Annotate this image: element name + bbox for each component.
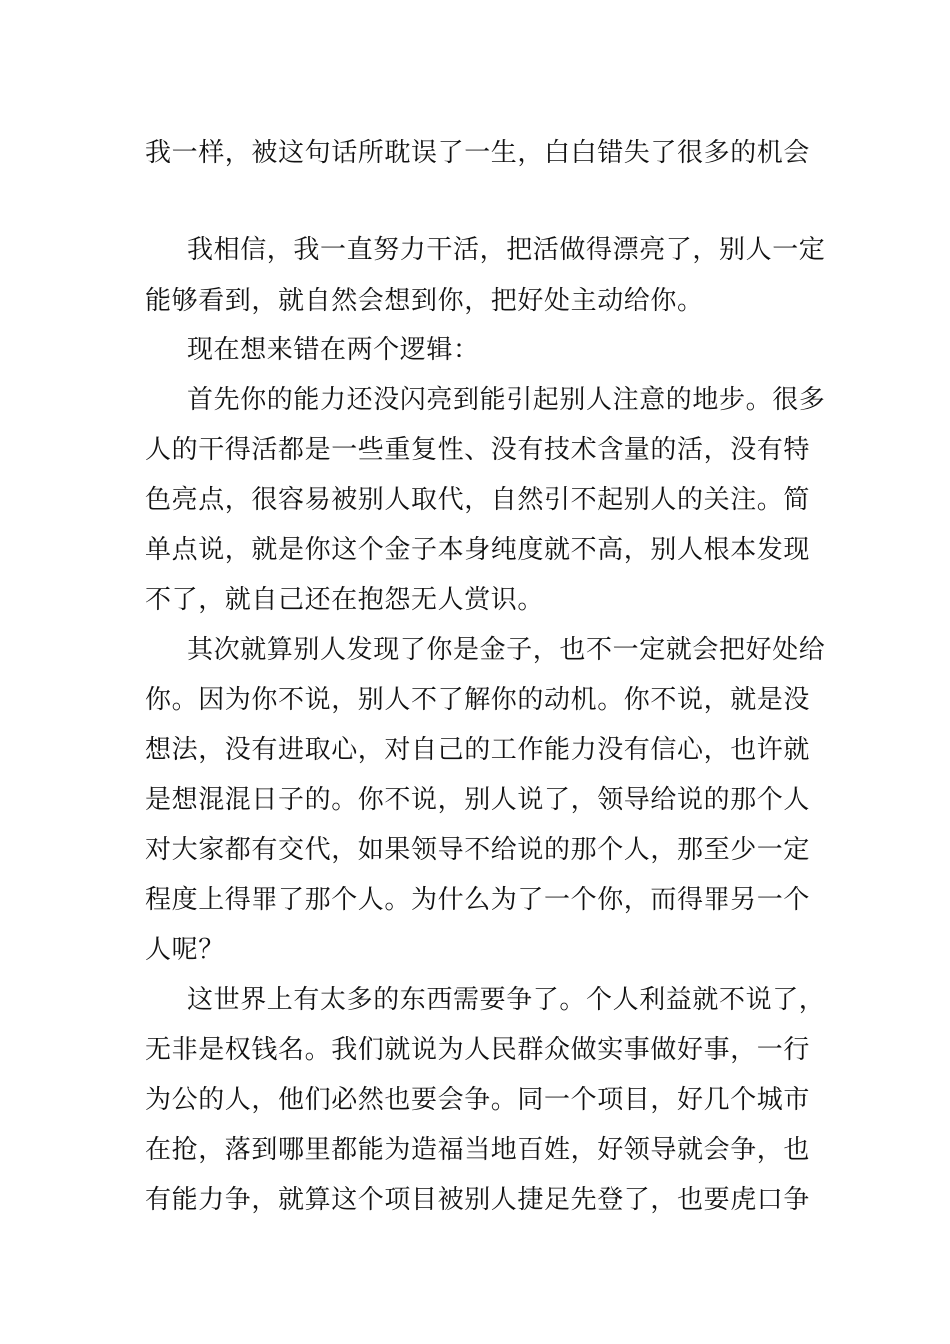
text-line: 单点说，就是你这个金子本身纯度就不高，别人根本发现 [145, 535, 811, 565]
text-line: 能够看到，就自然会想到你，把好处主动给你。 [145, 286, 704, 316]
text-line: 不了，就自己还在抱怨无人赏识。 [145, 585, 545, 615]
text-line: 是想混混日子的。你不说，别人说了，领导给说的那个人 [145, 785, 811, 815]
paragraph-start-line: 其次就算别人发现了你是金子，也不一定就会把好处给 [187, 635, 826, 665]
text-line: 想法，没有进取心，对自己的工作能力没有信心，也许就 [145, 735, 811, 765]
text-line: 程度上得罪了那个人。为什么为了一个你，而得罪另一个 [145, 885, 811, 915]
text-line: 我一样，被这句话所耽误了一生，白白错失了很多的机会 [145, 138, 811, 168]
text-line: 有能力争，就算这个项目被别人捷足先登了，也要虎口争 [145, 1185, 811, 1215]
paragraph-start-line: 我相信，我一直努力干活，把活做得漂亮了，别人一定 [187, 235, 826, 265]
paragraph-start-line: 现在想来错在两个逻辑： [187, 335, 480, 365]
text-line: 无非是权钱名。我们就说为人民群众做实事做好事，一行 [145, 1035, 811, 1065]
text-line: 为公的人，他们必然也要会争。同一个项目，好几个城市 [145, 1085, 811, 1115]
text-line: 在抢，落到哪里都能为造福当地百姓，好领导就会争，也 [145, 1135, 811, 1165]
text-line: 对大家都有交代，如果领导不给说的那个人，那至少一定 [145, 835, 811, 865]
text-line: 你。因为你不说，别人不了解你的动机。你不说，就是没 [145, 685, 811, 715]
paragraph-start-line: 首先你的能力还没闪亮到能引起别人注意的地步。很多 [187, 385, 826, 415]
text-line: 人的干得活都是一些重复性、没有技术含量的活，没有特 [145, 435, 811, 465]
text-line: 色亮点，很容易被别人取代，自然引不起别人的关注。简 [145, 485, 811, 515]
text-line: 人呢？ [145, 935, 225, 965]
paragraph-start-line: 这世界上有太多的东西需要争了。个人利益就不说了， [187, 985, 826, 1015]
